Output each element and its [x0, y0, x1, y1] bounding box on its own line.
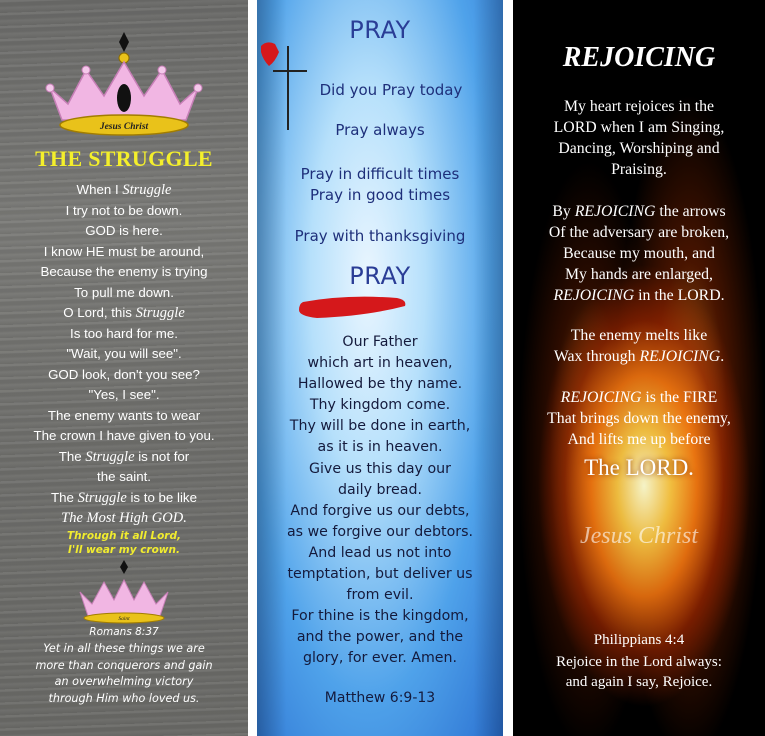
text-line [4, 221, 244, 242]
struggle-reference: Romans 8:37 [89, 626, 159, 638]
text-line [4, 385, 244, 406]
rejoicing-verse [513, 652, 765, 692]
text-segment: Praising. [611, 161, 667, 178]
text-segment: The crown I have given to you. [33, 428, 215, 443]
prayer-line: temptation, but deliver us [287, 566, 473, 583]
text-line [513, 408, 765, 429]
text-segment: Of the adversary are broken, [548, 224, 730, 241]
emphasis-text: Struggle [135, 305, 185, 321]
text-segment: the arrows [655, 203, 726, 220]
prayer-line: Thy will be done in earth, [289, 418, 471, 435]
crown-text: Jesus Christ [99, 122, 149, 132]
rejoicing-paragraph [513, 96, 765, 180]
text-line [513, 346, 765, 367]
emphasis-text: REJOICING [574, 203, 656, 220]
text-line [513, 138, 765, 159]
text-line [513, 201, 765, 222]
struggle-poem [4, 180, 244, 529]
text-line [4, 488, 244, 509]
text-segment: And lifts me up before [567, 431, 711, 448]
crown-icon [0, 0, 248, 140]
text-segment: LORD when I am Singing, [553, 119, 725, 136]
prayer-line: For thine is the kingdom, [291, 608, 469, 625]
text-line [513, 117, 765, 138]
rejoicing-bookmark [513, 0, 765, 736]
pray-line: Did you Pray today [319, 81, 463, 99]
emphasis-text: Struggle [122, 182, 172, 198]
pray-reference: Matthew 6:9-13 [324, 690, 436, 706]
text-line [4, 447, 244, 468]
text-line [4, 508, 244, 529]
text-segment: The [51, 489, 78, 505]
pray-line: Pray always [335, 121, 425, 139]
text-segment: To pull me down. [74, 284, 174, 300]
prayer-line: daily bread. [338, 481, 422, 498]
prayer-line: glory, for ever. Amen. [302, 650, 458, 667]
small-crown-icon [0, 556, 248, 626]
text-line [4, 201, 244, 222]
struggle-verse [6, 641, 242, 707]
text-segment: Is too hard for me. [70, 325, 178, 341]
text-line [4, 467, 244, 488]
text-segment: My heart rejoices in the [563, 98, 715, 115]
text-segment: Dancing, Worshiping and [558, 140, 720, 157]
rejoicing-reference: Philippians 4:4 [593, 632, 685, 648]
verse-line: and again I say, Rejoice. [565, 674, 713, 690]
emphasis-text: REJOICING [553, 287, 635, 304]
rejoicing-lord: The LORD. [584, 455, 694, 480]
text-segment: is to be like [126, 489, 197, 505]
text-line [513, 159, 765, 180]
text-segment: is not for [134, 448, 190, 464]
prayer-line: from evil. [346, 587, 414, 604]
prayer-line: Hallowed be thy name. [297, 376, 463, 393]
emphasis-text: REJOICING [560, 389, 642, 406]
text-segment: Wax through [553, 348, 640, 365]
prayer-line: which art in heaven, [307, 355, 453, 372]
text-segment: the saint. [97, 469, 151, 484]
text-segment: O Lord, this [63, 305, 136, 320]
pray-line: Pray with thanksgiving [294, 227, 466, 245]
diamond-icon [119, 32, 129, 52]
text-line [513, 264, 765, 285]
text-line [4, 426, 244, 447]
pray-heading-top: PRAY [349, 16, 411, 44]
text-segment: in the LORD. [634, 287, 725, 304]
text-segment: "Wait, you will see". [66, 346, 182, 361]
text-segment: . [720, 348, 725, 365]
text-line [513, 325, 765, 346]
text-line [4, 324, 244, 345]
text-line [4, 262, 244, 283]
text-line [4, 406, 244, 427]
text-line [4, 242, 244, 263]
text-line [513, 285, 765, 306]
text-line [513, 222, 765, 243]
text-segment: That brings down the enemy, [547, 410, 731, 427]
text-segment: The enemy melts like [570, 327, 708, 344]
rejoicing-signature: Jesus Christ [579, 523, 698, 549]
prayer-line: as it is in heaven. [317, 439, 443, 456]
prayer-line: as we forgive our debtors. [286, 523, 473, 540]
text-segment: My hands are enlarged, [565, 266, 713, 283]
text-segment: GOD is here. [85, 223, 163, 238]
verse-line: through Him who loved us. [48, 691, 200, 705]
text-segment: Because my mouth, and [563, 245, 715, 262]
verse-line: Yet in all these things we are [43, 642, 205, 655]
verse-line: an overwhelming victory [54, 675, 194, 688]
prayer-line: Thy kingdom come. [309, 397, 451, 414]
rejoicing-paragraph [513, 201, 765, 306]
rejoicing-paragraph [513, 325, 765, 367]
text-segment: I know HE must be around, [43, 243, 205, 259]
text-line [513, 243, 765, 264]
text-line [513, 429, 765, 450]
text-segment: GOD look, don't you see? [48, 366, 200, 382]
motto-line: I'll wear my crown. [68, 544, 180, 556]
struggle-bookmark [0, 0, 248, 736]
small-crown-text: Saint [118, 616, 130, 622]
text-segment: Because the enemy is trying [40, 264, 208, 279]
emphasis-text: Struggle [85, 448, 135, 465]
text-line [513, 387, 765, 408]
rejoicing-title: REJOICING [562, 42, 716, 73]
text-line [513, 96, 765, 117]
text-line [4, 344, 244, 365]
text-segment: By [552, 203, 575, 220]
text-line [4, 180, 244, 201]
motto-line: Through it all Lord, [67, 530, 181, 542]
text-segment: is the FIRE [641, 389, 718, 406]
text-line [4, 303, 244, 324]
emphasis-text: Struggle [77, 489, 127, 506]
verse-line: more than conquerors and gain [35, 658, 213, 672]
lords-prayer [257, 332, 503, 670]
emphasis-text: REJOICING [639, 348, 721, 365]
pray-line: Pray in difficult times [300, 165, 460, 183]
text-line [4, 283, 244, 304]
prayer-line: And forgive us our debts, [290, 502, 470, 519]
prayer-line: and the power, and the [296, 629, 464, 646]
emphasis-text: The Most High GOD. [61, 510, 187, 526]
struggle-motto [0, 529, 248, 557]
prayer-line: And lead us not into [308, 544, 452, 561]
text-line [4, 365, 244, 386]
verse-line: Rejoice in the Lord always: [556, 654, 722, 670]
text-segment: The [58, 448, 86, 464]
text-segment: When I [76, 182, 123, 197]
pray-heading-mid: PRAY [349, 262, 411, 290]
text-segment: "Yes, I see". [88, 387, 160, 402]
prayer-line: Our Father [342, 334, 418, 350]
text-segment: The enemy wants to wear [47, 407, 201, 423]
rejoicing-paragraph [513, 387, 765, 450]
text-segment: I try not to be down. [65, 202, 183, 218]
pray-bookmark [257, 0, 503, 736]
struggle-title: THE STRUGGLE [35, 146, 213, 171]
prayer-line: Give us this day our [309, 460, 451, 477]
pray-line: Pray in good times [309, 186, 451, 204]
